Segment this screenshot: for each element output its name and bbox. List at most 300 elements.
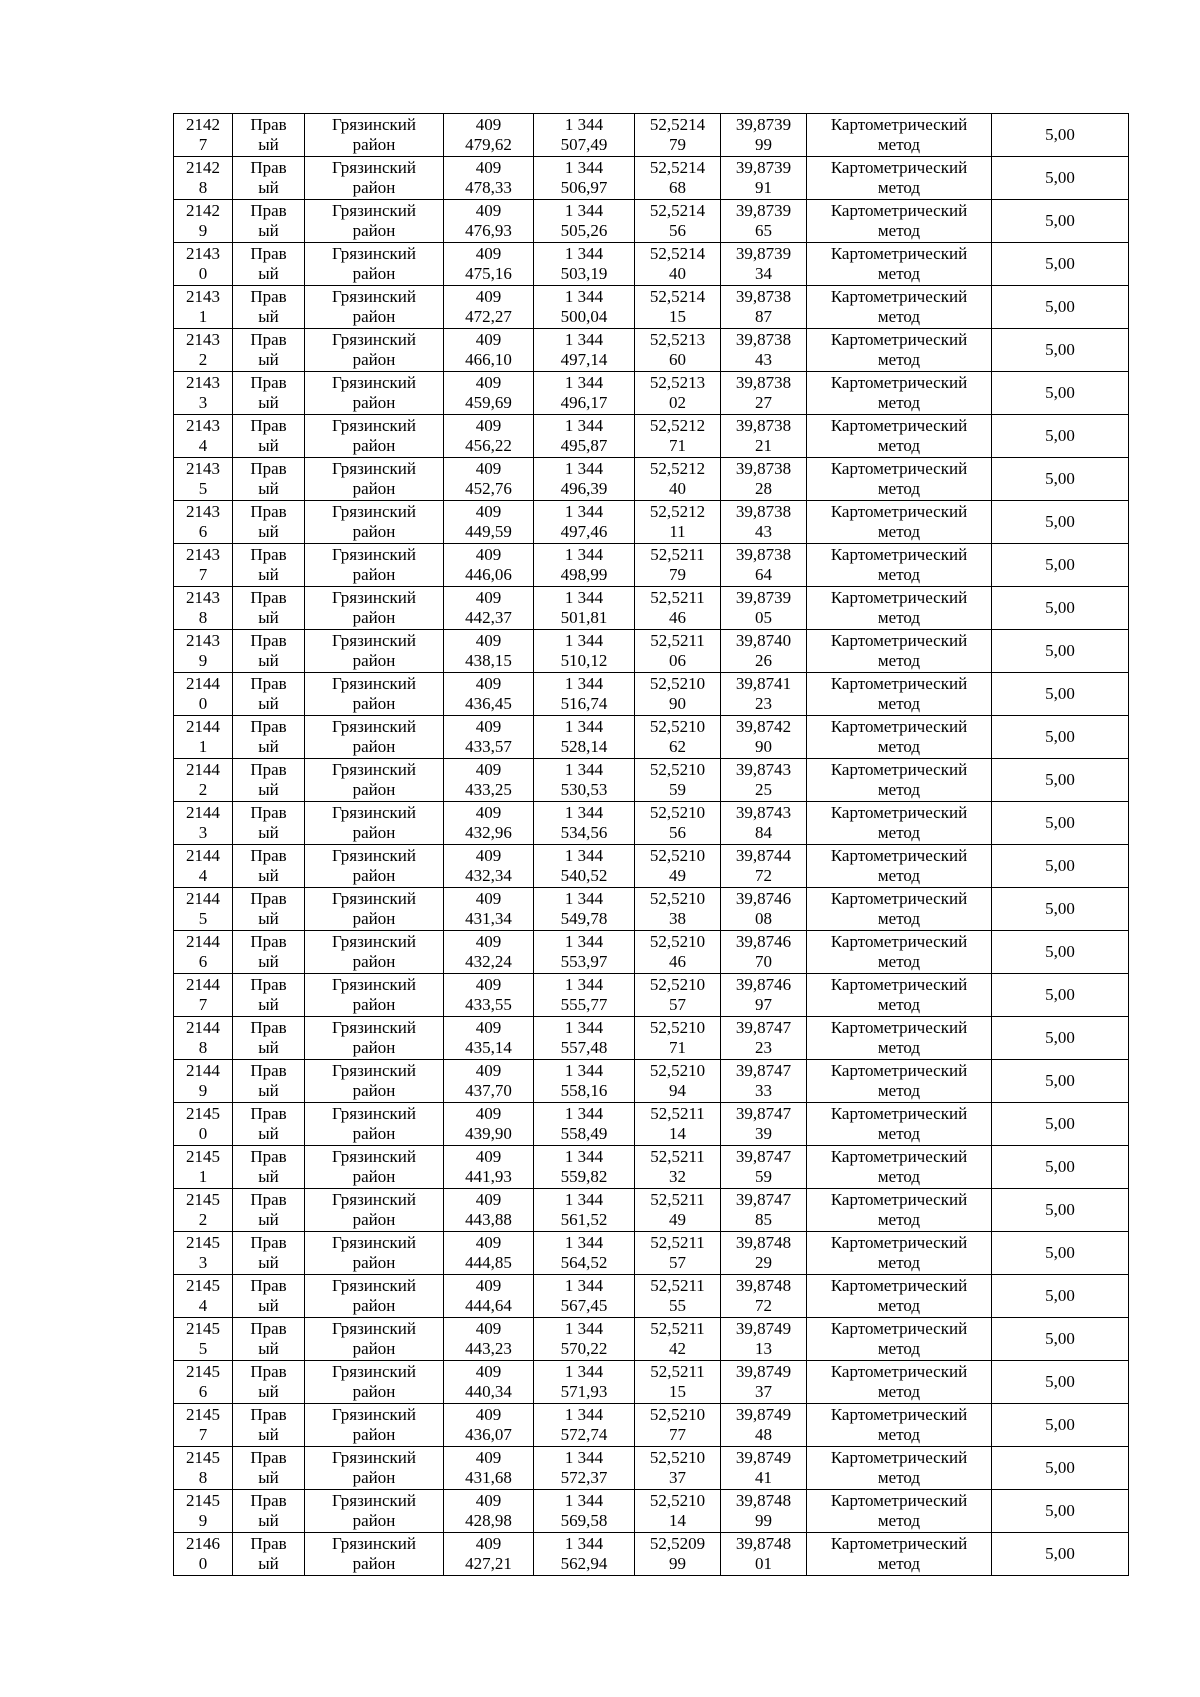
side-line-2: ый	[258, 651, 279, 670]
y-coordinate-line-2: 540,52	[560, 866, 608, 885]
side-cell	[233, 1318, 305, 1361]
side-line-1: Прав	[250, 760, 287, 779]
longitude-line-1: 39,8738	[735, 545, 792, 564]
latitude-line-2: 14	[669, 1511, 686, 1530]
latitude-line-2: 02	[669, 393, 686, 412]
method-line-1: Картометрический	[830, 502, 968, 521]
district-line-2: район	[352, 350, 396, 369]
district-cell	[305, 1318, 444, 1361]
method-line-2: метод	[877, 1210, 921, 1229]
latitude-cell	[635, 716, 721, 759]
longitude-line-2: 43	[755, 350, 772, 369]
method-line-2: метод	[877, 1554, 921, 1573]
point-number-cell	[174, 845, 233, 888]
side-line-2: ый	[258, 1425, 279, 1444]
method-line-1: Картометрический	[830, 1319, 968, 1338]
x-coordinate-line-2: 436,07	[465, 1425, 512, 1444]
y-coordinate-cell	[534, 716, 635, 759]
point-number-line-1: 2144	[186, 975, 220, 994]
x-coordinate-line-1: 409	[475, 932, 502, 951]
y-coordinate-line-1: 1 344	[564, 1405, 604, 1424]
table-row	[174, 157, 1129, 200]
latitude-cell	[635, 630, 721, 673]
longitude-line-2: 43	[755, 522, 772, 541]
longitude-cell	[721, 759, 807, 802]
side-cell	[233, 501, 305, 544]
y-coordinate-line-2: 564,52	[560, 1253, 608, 1272]
latitude-line-1: 52,5212	[649, 416, 706, 435]
district-line-1: Грязинский	[332, 244, 416, 263]
latitude-cell	[635, 114, 721, 157]
y-coordinate-line-1: 1 344	[564, 545, 604, 564]
method-line-1: Картометрический	[830, 932, 968, 951]
latitude-line-2: 55	[669, 1296, 686, 1315]
point-number-cell	[174, 1490, 233, 1533]
y-coordinate-line-1: 1 344	[564, 1319, 604, 1338]
table-row	[174, 458, 1129, 501]
method-line-2: метод	[877, 522, 921, 541]
latitude-line-2: 56	[669, 823, 686, 842]
method-cell	[807, 1232, 992, 1275]
y-coordinate-cell	[534, 1060, 635, 1103]
point-number-cell	[174, 587, 233, 630]
side-line-1: Прав	[250, 502, 287, 521]
point-number-line-2: 7	[198, 1425, 208, 1444]
method-cell	[807, 501, 992, 544]
point-number-line-1: 2146	[186, 1534, 220, 1553]
x-coordinate-line-1: 409	[475, 1405, 502, 1424]
method-cell	[807, 974, 992, 1017]
district-line-1: Грязинский	[332, 717, 416, 736]
x-coordinate-line-2: 435,14	[465, 1038, 512, 1057]
district-cell	[305, 587, 444, 630]
table-row	[174, 329, 1129, 372]
x-coordinate-cell	[444, 286, 534, 329]
longitude-line-1: 39,8749	[735, 1405, 792, 1424]
point-number-line-1: 2143	[186, 287, 220, 306]
longitude-line-1: 39,8747	[735, 1061, 792, 1080]
latitude-line-1: 52,5210	[649, 846, 706, 865]
district-cell	[305, 845, 444, 888]
point-number-line-1: 2145	[186, 1405, 220, 1424]
x-coordinate-line-1: 409	[475, 889, 502, 908]
longitude-cell	[721, 1060, 807, 1103]
x-coordinate-line-2: 456,22	[465, 436, 512, 455]
longitude-line-1: 39,8738	[735, 373, 792, 392]
district-cell	[305, 1404, 444, 1447]
method-line-2: метод	[877, 393, 921, 412]
latitude-line-1: 52,5211	[650, 1276, 705, 1295]
latitude-cell	[635, 329, 721, 372]
side-line-2: ый	[258, 565, 279, 584]
method-line-2: метод	[877, 866, 921, 885]
x-coordinate-line-1: 409	[475, 201, 502, 220]
longitude-cell	[721, 716, 807, 759]
method-line-2: метод	[877, 694, 921, 713]
x-coordinate-cell	[444, 1060, 534, 1103]
latitude-line-1: 52,5212	[649, 459, 706, 478]
district-line-1: Грязинский	[332, 1276, 416, 1295]
method-cell	[807, 1318, 992, 1361]
longitude-line-2: 25	[755, 780, 772, 799]
y-coordinate-line-2: 506,97	[560, 178, 608, 197]
district-cell	[305, 1533, 444, 1576]
district-line-2: район	[352, 909, 396, 928]
x-coordinate-line-2: 436,45	[465, 694, 512, 713]
side-line-1: Прав	[250, 889, 287, 908]
y-coordinate-line-1: 1 344	[564, 416, 604, 435]
latitude-line-2: 59	[669, 780, 686, 799]
method-line-2: метод	[877, 1081, 921, 1100]
method-line-1: Картометрический	[830, 1233, 968, 1252]
side-line-2: ый	[258, 264, 279, 283]
longitude-line-1: 39,8749	[735, 1362, 792, 1381]
district-cell	[305, 372, 444, 415]
method-line-1: Картометрический	[830, 244, 968, 263]
side-line-1: Прав	[250, 803, 287, 822]
x-coordinate-line-1: 409	[475, 373, 502, 392]
latitude-line-1: 52,5212	[649, 502, 706, 521]
method-line-2: метод	[877, 307, 921, 326]
y-coordinate-cell	[534, 1361, 635, 1404]
y-coordinate-line-1: 1 344	[564, 975, 604, 994]
method-line-1: Картометрический	[830, 1104, 968, 1123]
y-coordinate-line-1: 1 344	[564, 1491, 604, 1510]
table-row	[174, 200, 1129, 243]
latitude-line-1: 52,5210	[649, 1448, 706, 1467]
longitude-line-2: 34	[755, 264, 772, 283]
y-coordinate-cell	[534, 1318, 635, 1361]
side-line-2: ый	[258, 995, 279, 1014]
x-coordinate-cell	[444, 1361, 534, 1404]
longitude-line-1: 39,8738	[735, 502, 792, 521]
point-number-cell	[174, 114, 233, 157]
y-coordinate-line-2: 571,93	[560, 1382, 608, 1401]
x-coordinate-cell	[444, 200, 534, 243]
table-row	[174, 1361, 1129, 1404]
accuracy-cell: 5,00	[992, 759, 1129, 802]
district-line-1: Грязинский	[332, 846, 416, 865]
y-coordinate-line-2: 559,82	[560, 1167, 608, 1186]
latitude-line-1: 52,5210	[649, 717, 706, 736]
longitude-line-2: 87	[755, 307, 772, 326]
longitude-line-1: 39,8738	[735, 330, 792, 349]
x-coordinate-line-1: 409	[475, 545, 502, 564]
x-coordinate-line-1: 409	[475, 717, 502, 736]
method-line-1: Картометрический	[830, 545, 968, 564]
side-cell	[233, 888, 305, 931]
side-line-2: ый	[258, 1124, 279, 1143]
accuracy-cell: 5,00	[992, 888, 1129, 931]
method-line-2: метод	[877, 1468, 921, 1487]
point-number-line-2: 1	[198, 307, 208, 326]
district-line-1: Грязинский	[332, 674, 416, 693]
method-cell	[807, 286, 992, 329]
x-coordinate-line-1: 409	[475, 287, 502, 306]
method-line-1: Картометрический	[830, 1405, 968, 1424]
x-coordinate-cell	[444, 1146, 534, 1189]
point-number-cell	[174, 501, 233, 544]
longitude-line-1: 39,8744	[735, 846, 792, 865]
y-coordinate-line-1: 1 344	[564, 1448, 604, 1467]
district-line-2: район	[352, 1382, 396, 1401]
y-coordinate-cell	[534, 1017, 635, 1060]
x-coordinate-cell	[444, 845, 534, 888]
side-line-2: ый	[258, 1339, 279, 1358]
district-line-2: район	[352, 522, 396, 541]
side-line-2: ый	[258, 1511, 279, 1530]
side-line-1: Прав	[250, 932, 287, 951]
district-line-2: район	[352, 565, 396, 584]
district-line-2: район	[352, 393, 396, 412]
side-line-2: ый	[258, 221, 279, 240]
x-coordinate-line-2: 427,21	[465, 1554, 512, 1573]
point-number-cell	[174, 802, 233, 845]
longitude-line-1: 39,8746	[735, 932, 792, 951]
y-coordinate-cell	[534, 200, 635, 243]
method-line-1: Картометрический	[830, 1061, 968, 1080]
method-line-2: метод	[877, 909, 921, 928]
latitude-cell	[635, 200, 721, 243]
y-coordinate-cell	[534, 630, 635, 673]
point-number-line-2: 6	[198, 952, 208, 971]
x-coordinate-line-1: 409	[475, 1190, 502, 1209]
point-number-line-1: 2145	[186, 1362, 220, 1381]
point-number-line-2: 2	[198, 350, 208, 369]
district-cell	[305, 458, 444, 501]
x-coordinate-cell	[444, 544, 534, 587]
latitude-line-1: 52,5211	[650, 1147, 705, 1166]
method-line-1: Картометрический	[830, 803, 968, 822]
latitude-line-2: 15	[669, 307, 686, 326]
side-line-2: ый	[258, 737, 279, 756]
side-line-1: Прав	[250, 674, 287, 693]
point-number-line-1: 2143	[186, 244, 220, 263]
method-line-1: Картометрический	[830, 115, 968, 134]
method-line-1: Картометрический	[830, 1362, 968, 1381]
side-line-2: ый	[258, 866, 279, 885]
latitude-cell	[635, 1146, 721, 1189]
y-coordinate-line-2: 562,94	[560, 1554, 608, 1573]
x-coordinate-line-1: 409	[475, 416, 502, 435]
latitude-line-2: 46	[669, 608, 686, 627]
side-line-2: ый	[258, 1554, 279, 1573]
longitude-line-1: 39,8746	[735, 889, 792, 908]
side-line-1: Прав	[250, 287, 287, 306]
district-line-2: район	[352, 178, 396, 197]
accuracy-cell: 5,00	[992, 1017, 1129, 1060]
y-coordinate-line-2: 549,78	[560, 909, 608, 928]
side-line-1: Прав	[250, 158, 287, 177]
y-coordinate-line-1: 1 344	[564, 803, 604, 822]
side-line-2: ый	[258, 1167, 279, 1186]
side-line-2: ый	[258, 135, 279, 154]
y-coordinate-line-1: 1 344	[564, 889, 604, 908]
table-row	[174, 587, 1129, 630]
point-number-line-1: 2143	[186, 631, 220, 650]
y-coordinate-line-2: 498,99	[560, 565, 608, 584]
district-line-2: район	[352, 608, 396, 627]
point-number-line-1: 2142	[186, 158, 220, 177]
y-coordinate-line-2: 510,12	[560, 651, 608, 670]
method-line-2: метод	[877, 995, 921, 1014]
longitude-line-1: 39,8741	[735, 674, 792, 693]
x-coordinate-cell	[444, 587, 534, 630]
x-coordinate-cell	[444, 974, 534, 1017]
y-coordinate-cell	[534, 974, 635, 1017]
latitude-line-2: 90	[669, 694, 686, 713]
y-coordinate-line-2: 561,52	[560, 1210, 608, 1229]
longitude-cell	[721, 1017, 807, 1060]
accuracy-cell: 5,00	[992, 845, 1129, 888]
latitude-line-1: 52,5211	[650, 1362, 705, 1381]
x-coordinate-cell	[444, 673, 534, 716]
district-line-1: Грязинский	[332, 1061, 416, 1080]
side-cell	[233, 1060, 305, 1103]
y-coordinate-cell	[534, 157, 635, 200]
method-cell	[807, 243, 992, 286]
point-number-cell	[174, 1533, 233, 1576]
longitude-line-1: 39,8739	[735, 201, 792, 220]
district-cell	[305, 1146, 444, 1189]
x-coordinate-line-2: 432,34	[465, 866, 512, 885]
district-line-1: Грязинский	[332, 201, 416, 220]
table-row	[174, 759, 1129, 802]
latitude-line-2: 77	[669, 1425, 686, 1444]
method-line-2: метод	[877, 436, 921, 455]
y-coordinate-line-1: 1 344	[564, 201, 604, 220]
method-line-2: метод	[877, 350, 921, 369]
latitude-line-2: 46	[669, 952, 686, 971]
latitude-line-2: 62	[669, 737, 686, 756]
point-number-cell	[174, 458, 233, 501]
y-coordinate-cell	[534, 587, 635, 630]
side-line-1: Прав	[250, 1405, 287, 1424]
point-number-cell	[174, 243, 233, 286]
longitude-line-2: 01	[755, 1554, 772, 1573]
method-cell	[807, 630, 992, 673]
method-cell	[807, 415, 992, 458]
x-coordinate-cell	[444, 1017, 534, 1060]
side-line-1: Прав	[250, 1061, 287, 1080]
method-line-1: Картометрический	[830, 459, 968, 478]
longitude-line-2: 39	[755, 1124, 772, 1143]
latitude-cell	[635, 1189, 721, 1232]
point-number-line-2: 9	[198, 1511, 208, 1530]
point-number-line-2: 4	[198, 1296, 208, 1315]
side-cell	[233, 1447, 305, 1490]
method-line-2: метод	[877, 737, 921, 756]
district-cell	[305, 1361, 444, 1404]
district-line-1: Грязинский	[332, 889, 416, 908]
x-coordinate-line-1: 409	[475, 631, 502, 650]
side-cell	[233, 1146, 305, 1189]
y-coordinate-line-1: 1 344	[564, 1190, 604, 1209]
longitude-line-1: 39,8748	[735, 1233, 792, 1252]
side-line-1: Прав	[250, 1448, 287, 1467]
side-cell	[233, 1232, 305, 1275]
district-line-1: Грязинский	[332, 760, 416, 779]
district-line-2: район	[352, 436, 396, 455]
y-coordinate-cell	[534, 931, 635, 974]
district-cell	[305, 1189, 444, 1232]
point-number-line-1: 2142	[186, 115, 220, 134]
district-line-2: район	[352, 737, 396, 756]
y-coordinate-line-1: 1 344	[564, 373, 604, 392]
side-cell	[233, 157, 305, 200]
latitude-line-1: 52,5214	[649, 201, 706, 220]
district-line-2: район	[352, 1038, 396, 1057]
longitude-line-2: 91	[755, 178, 772, 197]
side-cell	[233, 286, 305, 329]
method-line-2: метод	[877, 1038, 921, 1057]
latitude-cell	[635, 931, 721, 974]
side-cell	[233, 1361, 305, 1404]
longitude-line-1: 39,8747	[735, 1018, 792, 1037]
district-line-1: Грязинский	[332, 803, 416, 822]
x-coordinate-line-2: 478,33	[465, 178, 512, 197]
method-line-2: метод	[877, 178, 921, 197]
point-number-line-1: 2145	[186, 1491, 220, 1510]
point-number-line-2: 8	[198, 608, 208, 627]
x-coordinate-line-2: 443,23	[465, 1339, 512, 1358]
method-line-2: метод	[877, 1296, 921, 1315]
side-line-1: Прав	[250, 244, 287, 263]
y-coordinate-line-1: 1 344	[564, 1233, 604, 1252]
longitude-line-2: 27	[755, 393, 772, 412]
district-line-1: Грязинский	[332, 545, 416, 564]
method-line-1: Картометрический	[830, 975, 968, 994]
longitude-line-2: 99	[755, 135, 772, 154]
method-line-1: Картометрический	[830, 588, 968, 607]
longitude-cell	[721, 1103, 807, 1146]
x-coordinate-line-1: 409	[475, 1276, 502, 1295]
x-coordinate-line-2: 438,15	[465, 651, 512, 670]
x-coordinate-cell	[444, 372, 534, 415]
district-cell	[305, 888, 444, 931]
point-number-line-2: 4	[198, 436, 208, 455]
longitude-line-1: 39,8747	[735, 1104, 792, 1123]
accuracy-cell: 5,00	[992, 1146, 1129, 1189]
method-cell	[807, 458, 992, 501]
method-line-2: метод	[877, 952, 921, 971]
latitude-line-1: 52,5210	[649, 674, 706, 693]
district-cell	[305, 802, 444, 845]
method-cell	[807, 716, 992, 759]
longitude-cell	[721, 1404, 807, 1447]
side-cell	[233, 1103, 305, 1146]
x-coordinate-line-1: 409	[475, 846, 502, 865]
x-coordinate-line-2: 433,25	[465, 780, 512, 799]
accuracy-cell: 5,00	[992, 630, 1129, 673]
district-line-2: район	[352, 1081, 396, 1100]
point-number-line-2: 1	[198, 737, 208, 756]
latitude-cell	[635, 1447, 721, 1490]
side-line-1: Прав	[250, 1491, 287, 1510]
district-cell	[305, 200, 444, 243]
longitude-line-1: 39,8739	[735, 588, 792, 607]
district-cell	[305, 1275, 444, 1318]
latitude-line-1: 52,5210	[649, 1491, 706, 1510]
y-coordinate-line-1: 1 344	[564, 502, 604, 521]
accuracy-cell: 5,00	[992, 931, 1129, 974]
table-row	[174, 974, 1129, 1017]
latitude-cell	[635, 802, 721, 845]
point-number-line-2: 2	[198, 1210, 208, 1229]
y-coordinate-line-2: 555,77	[560, 995, 608, 1014]
method-line-1: Картометрический	[830, 889, 968, 908]
y-coordinate-cell	[534, 372, 635, 415]
